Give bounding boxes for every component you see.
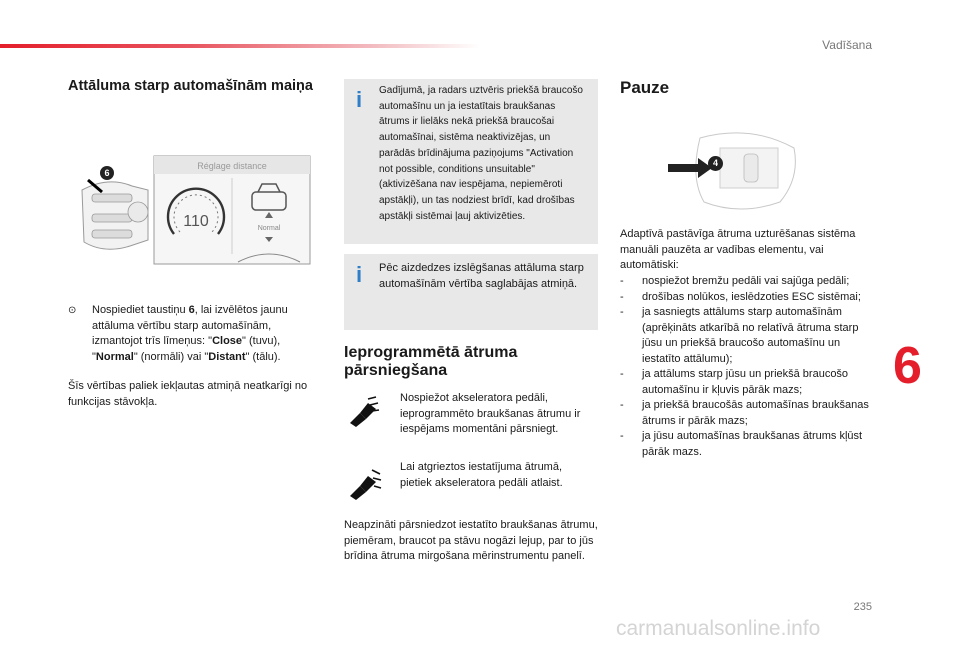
info-note-radar: i Gadījumā, ja radars uztvēris priekšā braucošo automašīnu un ja iestatītais braukšanas ātrums ir lielāks nekā priekšā braucošai automašīnai, sistēma neaktivizējas, un parādās brīdinājuma paziņojums "Activation not possible, conditions unsuitable" (aktivizēšana nav iespējama, nepiemēroti apstākļi), un tas nodziest brīdī, kad drošības apstākļi sistēmai ļauj aktivizēties. [344,79,598,244]
list-item: - ja priekšā braucošās automašīnas braukšanas ātrums ir pārāk mazs; [620,398,880,429]
display-title: Réglage distance [197,161,267,171]
list-item: - ja sasniegts attālums starp automašīnām (aprēķināts atkarībā no relatīvā ātruma starp jūsu un priekšā braucošo automašīnu un iestatīto attālumu); [620,305,880,367]
pause-title: Pauze [620,78,670,97]
bullet-mark: ⊙ [68,305,77,316]
override-paragraph: Neapzināti pārsniedzot iestatīto braukšanas ātrumu, piemēram, braucot pa stāvu nogāzi lejup, par to jūs brīdina ātruma mirgošana mērinstrumentu panelī. [344,519,598,562]
info-icon: i [356,87,363,112]
page-number: 235 [853,601,872,613]
pause-intro: Adaptīvā pastāvīga ātruma uzturēšanas sistēma manuāli pauzēta ar vadības elementu, vai automātiski: [620,228,856,271]
override-item-1: Nospiežot akseleratora pedāli, ieprogrammēto braukšanas ātrumu ir iespējams momentāni pārsniegt. [400,392,581,435]
distance-bullet: ⊙ Nospiediet taustiņu 6, lai izvēlētos jaunu attāluma vērtību starp automašīnām, izmantojot trīs līmeņus: "Close" (tuvu), "Normal" (normāli) vai "Distant" (tālu). [68,304,288,363]
chapter-number: 6 [893,337,922,395]
pause-conditions-list [620,274,880,460]
pedal-release-icon [346,466,382,502]
list-item: - ja attālums starp jūsu un priekšā braucošo automašīnu ir kļuvis pārāk mazs; [620,367,880,398]
pedal-press-icon [346,393,382,429]
list-item: - ja jūsu automašīnas braukšanas ātrums kļūst pārāk mazs. [620,429,880,460]
header-accent-bar [0,44,480,48]
override-title: Ieprogrammētā ātruma pārsniegšana [344,344,518,379]
pause-stalk-illustration [660,118,810,218]
display-level: Normal [257,225,281,232]
pause-control-figure [660,118,810,218]
info-icon: i [356,262,363,287]
info-note-memory: i Pēc aizdedzes izslēgšanas attāluma starp automašīnām vērtība saglabājas atmiņā. [344,254,598,330]
callout-number-6: 6 [100,166,114,180]
section-label: Vadīšana [822,38,872,52]
distance-control-figure [68,150,316,270]
list-item: - nospiežot bremžu pedāli vai sajūga pedāli; [620,274,880,290]
display-speed: 110 [183,213,209,230]
left-paragraph: Šīs vērtības paliek iekļautas atmiņā neatkarīgi no funkcijas stāvokļa. [68,380,308,408]
watermark: carmanualsonline.info [616,617,821,640]
callout-number-4: 4 [708,156,723,171]
override-item-2: Lai atgrieztos iestatījuma ātrumā, pietiek akseleratora pedāli atlaist. [400,461,563,489]
left-section-title: Attāluma starp automašīnām maiņa [68,78,313,94]
list-item: - drošības nolūkos, ieslēdzoties ESC sistēmai; [620,290,880,306]
